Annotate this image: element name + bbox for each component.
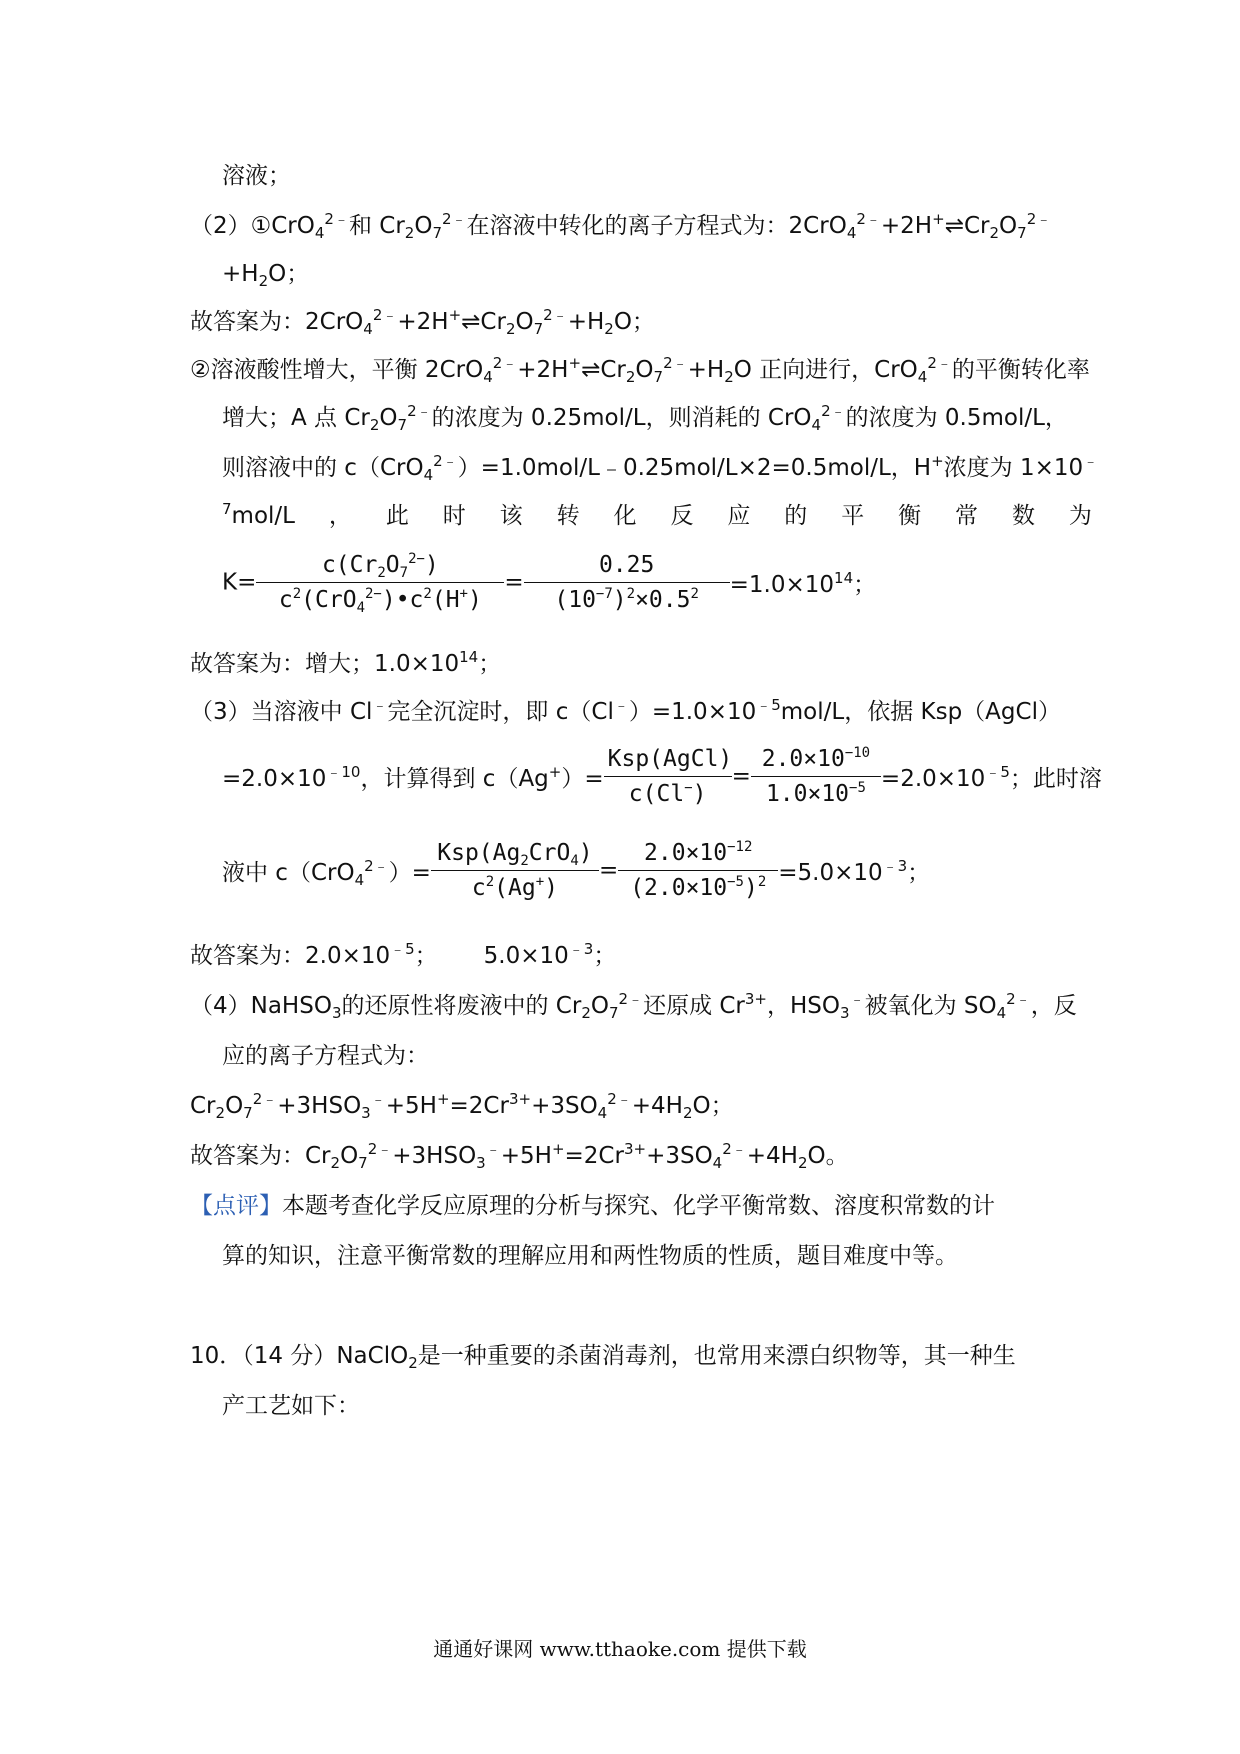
- comment-line: 【点评】本题考查化学反应原理的分析与探究、化学平衡常数、溶度积常数的计: [190, 1193, 995, 1219]
- fraction: $\frac{0.25}{(10^{-7})^2\times 0.5^2}$: [524, 550, 730, 615]
- text-line: ②溶液酸性增大，平衡 $2CrO_4^{2﹣}+2H^+\rightleftharpoons Cr_2O_7^{2﹣}+H_2O$ 正向进行，CrO$_4^{2﹣}$的平衡转化率: [190, 354, 1090, 386]
- text-line: 算的知识，注意平衡常数的理解应用和两性物质的性质，题目难度中等。: [222, 1243, 958, 1269]
- equilibrium-constant-equation: K= $\frac{c(Cr_2O_7^{2-})}{c^2(CrO_4^{2-})•c^2(H^+)}$ = $\frac{0.25}{(10^{-7})^2\times 0.5^2}$ $=1.0\times 10^{14}$；: [222, 551, 877, 616]
- fraction: $\frac{2.0\times 10^{-12}}{(2.0\times 10^{-5})^2}$: [618, 838, 778, 903]
- question-title: 10．（14 分）NaClO$_2$是一种重要的杀菌消毒剂，也常用来漂白织物等，其一种生: [190, 1343, 1016, 1372]
- text-line: 应的离子方程式为：: [222, 1043, 429, 1069]
- text-line: 则溶液中的 c（CrO$_4^{2﹣}$）=1.0mol/L﹣0.25mol/L×2=0.5mol/L，H+浓度为 1×10﹣: [222, 452, 1099, 484]
- fraction: $\frac{2.0\times 10^{-10}}{1.0\times 10^{-5}}$: [751, 744, 881, 809]
- fraction: $\frac{c(Cr_2O_7^{2-})}{c^2(CrO_4^{2-})•c^2(H^+)}$: [256, 550, 504, 615]
- text-line: 故答案为：$2CrO_4^{2﹣}+2H^+\rightleftharpoons Cr_2O_7^{2﹣}+H_2O$；: [190, 306, 655, 338]
- text-line: （2）①CrO$_4^{2﹣}$和 $Cr_2O_7^{2﹣}$在溶液中转化的离子方程式为：$2CrO_4^{2﹣}+2H^+\rightleftharpoons Cr_2O_7^{2﹣}$: [190, 210, 1052, 242]
- text-line: $Cr_2O_7^{2﹣}+3HSO_3^﹣+5H^+=2Cr^{3+}+3SO_4^{2﹣}+4H_2O$；: [190, 1090, 734, 1122]
- chromate-ion-equation: 液中 c（CrO$_4^{2﹣}$）= $\frac{Ksp(Ag_2CrO_4)}{c^2(Ag^+)}$ = $\frac{2.0\times 10^{-12}}{(2.0\times 10^{-5})^2}$ $=5.0\times 10^{﹣3}$；: [222, 839, 931, 901]
- text-line: $+H_2O$；: [222, 261, 310, 290]
- page-footer: 通通好课网 www.tthaoke.com 提供下载: [433, 1637, 807, 1661]
- text-line: （3）当溶液中 Cl﹣完全沉淀时，即 $c(Cl^﹣)=1.0\times 10^{﹣5}mol/L$，依据 Ksp（AgCl）: [190, 696, 1061, 725]
- text-line: 故答案为：增大；$1.0\times 10^{14}$；: [190, 648, 502, 677]
- text-line: 故答案为：$2.0\times 10^{﹣5}$； $5.0\times 10^{﹣3}$；: [190, 940, 617, 969]
- fraction: $\frac{\text{Ksp(AgCl)}}{c(Cl^-)}$: [604, 744, 732, 809]
- text-line: 溶液；: [222, 163, 291, 189]
- text-line: 故答案为：$Cr_2O_7^{2﹣}+3HSO_3^﹣+5H^+=2Cr^{3+}+3SO_4^{2﹣}+4H_2O$。: [190, 1140, 849, 1172]
- text-line: $^7$mol/L ， 此 时 该 转 化 反 应 的 平 衡 常 数 为: [222, 500, 1092, 529]
- text-line: （4）NaHSO$_3$的还原性将废液中的 $Cr_2O_7^{2﹣}$还原成 $Cr^{3+}$，$HSO_3^﹣$被氧化为 $SO_4^{2﹣}$，反: [190, 990, 1077, 1022]
- silver-ion-equation: $=2.0\times 10^{﹣10}$，计算得到 c（Ag+）= $\frac{\text{Ksp(AgCl)}}{c(Cl^-)}$ = $\frac{2.0\times 10^{-10}}{1.0\times 10^{-5}}$ $=2.0\times 10^{﹣5}$；此时溶: [222, 745, 1102, 807]
- fraction: $\frac{Ksp(Ag_2CrO_4)}{c^2(Ag^+)}$: [431, 838, 599, 903]
- text-line: 产工艺如下：: [222, 1393, 360, 1419]
- text-line: 增大；A 点 $Cr_2O_7^{2﹣}$的浓度为 0.25mol/L，则消耗的 CrO$_4^{2﹣}$的浓度为 0.5mol/L，: [222, 402, 1068, 434]
- comment-tag: 【点评】: [190, 1193, 282, 1219]
